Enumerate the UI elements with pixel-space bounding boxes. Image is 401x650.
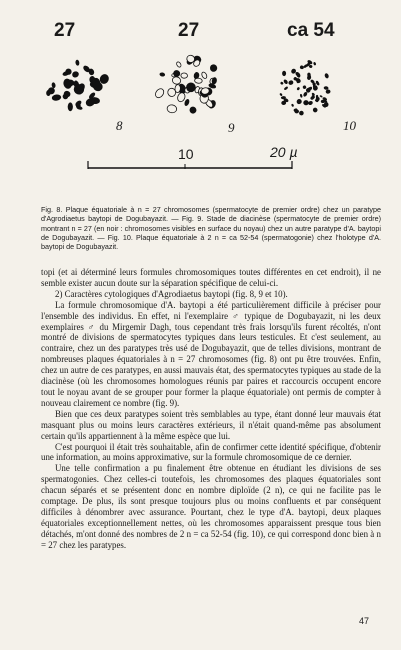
figure-caption: Fig. 8. Plaque équatoriale à n = 27 chromosomes (spermatocyte de premier ordre) chez un paratype d'Agrodiaetus baytopi de Dogubayazit. — Fig. 9. Stade de diacinèse (spermatocyte de premier ordre) montrant n = 27 (en noir : chromosomes visibles en surface du noyau) chez un autre paratype d'A. baytopi de Dogubayazit. — Fig. 10. Plaque équatoriale à 2 n = ca 52-54 (spermatogonie) chez l'holotype d'A. baytopi de Dogubayazit. xyxy=(41,205,381,252)
fig-10-spermatogonia-plate xyxy=(279,59,331,116)
fig-10-count: ca 54 xyxy=(287,20,335,41)
fig-8-number: 8 xyxy=(116,118,123,133)
paragraph-1: topi (et ai déterminé leurs formules chromosomiques toutes différentes en cet endroit), il ne semble exister aucun doute sur la séparation spécifique de celui-ci. xyxy=(41,267,381,288)
paragraph-6: Une telle confirmation a pu finalement être obtenue en étudiant les divisions de ses spermatogonies. Chez celles-ci toutefois, les chromosomes des plaques équatoriales sont chacun séparés et se présentent donc en nombre diploïde (2 n), ce qui ne facilite pas le comptage. De plus, ils sont presque toujours plus ou moins confluents et par conséquent difficiles à dénombrer avec assurance. Pourtant, chez le type d'A. baytopi, deux plaques équatoriales exceptionnellement nettes, où les chromosomes apparaissent presque tous bien détachés, m'ont donné des nombres de 2 n = ca 52-54 (fig. 10), ce qui correspond donc bien à n = 27 chez les paratypes. xyxy=(41,463,381,550)
fig-9-diakinesis-nucleus xyxy=(154,54,218,114)
paragraph-5: C'est pourquoi il était très souhaitable, afin de confirmer cette identité spécifique, d'obtenir une information, au moins approximative, sur la formule chromosomique de ce dernier. xyxy=(41,441,381,463)
fig-9-number: 9 xyxy=(228,120,235,135)
paragraph-4: Bien que ces deux paratypes soient très semblables au type, étant donné leur mauvais état masquant plus ou moins leurs caractères extérieurs, il n'était quand-même pas absolument certain qu'ils appartiennent à la même espèce que lui. xyxy=(41,408,381,441)
fig-8-chromosome-plate xyxy=(46,59,111,111)
paragraph-3: La formule chromosomique d'A. baytopi a été particulièrement difficile à préciser pour l'ensemble des individus. En effet, ni l'exemplaire ♂ typique de Dogubayazit, ni les deux exemplaires ♂ du Mirgemir Dagh, tous cependant très frais lorsqu'ils furent récoltés, n'ont montré de divisions de spermatocytes typiques dans leurs testicules. Et c'est seulement, au contraire, chez un des paratypes très usé de Dogubayazit, que de telles divisions, montrant de nombreuses plaques équatoriales à n = 27 chromosomes (fig. 8) ont pu être trouvées. Enfin, chez un autre de ces paratypes, en aussi mauvais état, des spermatocytes typiques au stade de la diacinèse (où les chromosomes homologues réunis par paires et raccourcis occupent encore tout le noyau avant de se grouper pour former la plaque équatoriale) ont permis de compter à nouveau clairement ce nombre (fig. 9). xyxy=(41,299,381,408)
page-number: 47 xyxy=(359,616,370,626)
scale-bar xyxy=(88,161,292,169)
figure-plate xyxy=(0,0,401,200)
body-text xyxy=(41,267,381,551)
scale-label-10: 10 xyxy=(178,146,194,162)
fig-10-number: 10 xyxy=(343,118,356,133)
fig-8-count: 27 xyxy=(54,20,76,41)
scale-label-20: 20 µ xyxy=(270,144,298,160)
fig-9-count: 27 xyxy=(178,20,200,41)
paragraph-2: 2) Caractères cytologiques d'Agrodiaetus baytopi (fig. 8, 9 et 10). xyxy=(55,288,288,299)
